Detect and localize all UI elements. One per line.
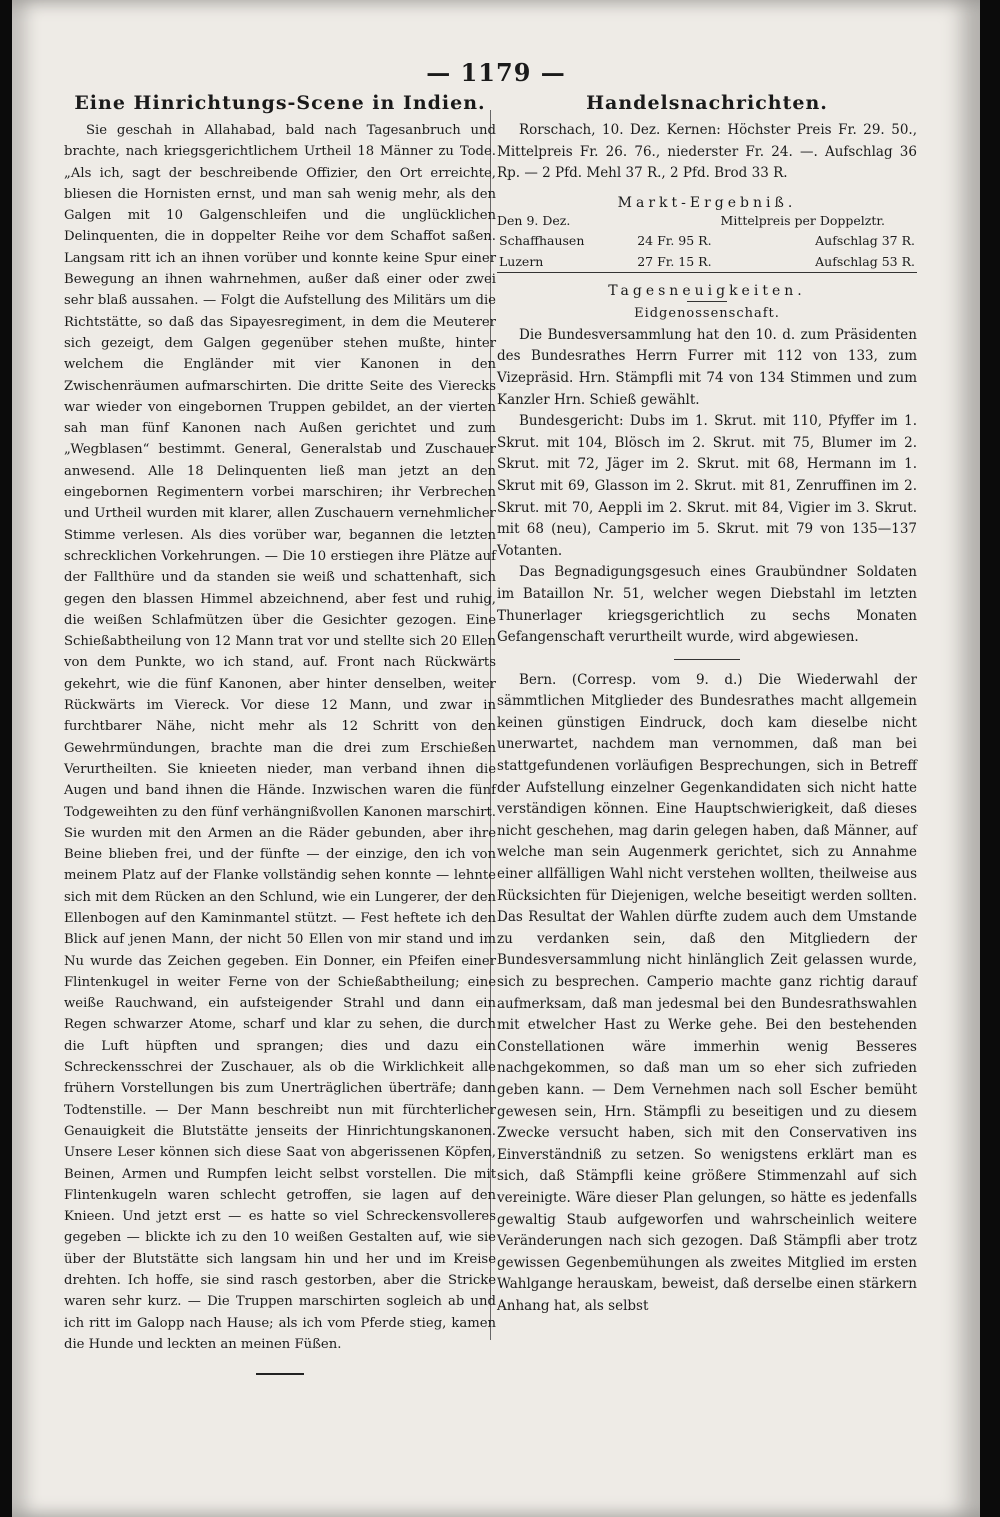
federal-paragraph: Die Bundesversammlung hat den 10. d. zum Präsidenten des Bundesrathes Herrn Furrer mit 112 von 133, zum Vizepräsid. Hrn. Stämpfli mit 74 von 134 Stimmen und zum Kanzler Hrn. Schieß gewählt. [497, 326, 917, 408]
article-body-execution: Sie geschah in Allahabad, bald nach Tagesanbruch und brachte, nach kriegsgerichtlichem Urtheil 18 Männer zu Tode. „Als ich, sagt der beschreibende Offizier, den Ort erreichte, bliesen die Hornisten ernst, und man sah wenig mehr, als den Galgen mit 10 Galgenschleifen und die unglücklichen Delinquenten, die in doppelter Reihe vor dem Schaffot saßen. Langsam ritt ich an ihnen vorüber und konnte keine Spur einer Bewegung an ihnen wahrnehmen, außer daß einer oder zwei sehr blaß aussahen. — Folgt die Aufstellung des Militärs um die Richtstätte, so daß das Sipayesregiment, in dem die Meuterer sich gezeigt, dem Galgen gegenüber stehen mußte, hinter welchem die Engländer mit vier Kanonen in den Zwischenräumen aufmarschirten. Die dritte Seite des Vierecks war wieder von eingebornen Truppen gebildet, an der vierten sah man fünf Kanonen nach Außen gerichtet und zum „Wegblasen“ bestimmt. General, Generalstab und Zuschauer anwesend. Alle 18 Delinquenten ließ man jetzt an den eingebornen Regimentern vorbei marschiren; ihr Verbrechen und Urtheil wurden mit klarer, allen Zuschauern vernehmlicher Stimme verlesen. Als dies vorüber war, begannen die letzten schrecklichen Vorkehrungen. — Die 10 erstiegen ihre Plätze auf der Fallthüre und da standen sie weiß und schattenhaft, sich gegen den blassen Himmel abzeichnend, aber fest und ruhig, die weißen Schlafmützen über die Gesichter gezogen. Eine Schießabtheilung von 12 Mann trat vor und stellte sich 20 Ellen von dem Punkte, wo ich stand, auf. Front nach Rückwärts gekehrt, wie die fünf Kanonen, aber hinter denselben, weiter Rückwärts im Viereck. Vor diese 12 Mann, und zwar in furchtbarer Nähe, nicht mehr als 12 Schritt von den Gewehrmündungen, brachte man die drei zum Erschießen Verurtheilten. Sie knieeten nieder, man verband ihnen die Augen und band ihnen die Hände. Inzwischen waren die fünf Todgeweihten zu den fünf verhängnißvollen Kanonen marschirt. Sie wurden mit den Armen an die Räder gebunden, aber ihre Beine blieben frei, und der fünfte — der einzige, den ich von meinem Platz auf der Flanke vollständig sehen konnte — lehnte sich mit dem Rücken an den Schlund, wie ein Lungerer, der den Ellenbogen auf den Kaminmantel stützt. — Fest heftete ich den Blick auf jenen Mann, der nicht 50 Ellen von mir stand und im Nu wurde das Zeichen gegeben. Ein Donner, ein Pfeifen einer Flintenkugel in weiter Ferne von der Schießabtheilung; eine weiße Rauchwand, ein aufsteigender Strahl und dann ein Regen schwarzer Atome, scharf und klar zu sehen, die durch die Luft hüpften und sprangen; dies und dazu ein Schreckensschrei der Zuschauer, als ob die Wirklichkeit alle frühern Vorstellungen bis zum Unerträglichen überträfe; dann Todtenstille. — Der Mann beschreibt nun mit fürchterlicher Genauigkeit die Blutstätte jenseits der Hinrichtungskanonen. Unsere Leser können sich diese Saat von abgerissenen Köpfen, Beinen, Armen und Rumpfen leicht selbst vorstellen. Die mit Flintenkugeln waren schlecht getroffen, sie lagen auf den Knieen. Und jetzt erst — es hatte so viel Schreckensvolleres gegeben — blickte ich zu den 10 weißen Gestalten auf, wie sie über der Blutstätte sich langsam hin und her und im Kreise drehten. Ich hoffe, sie sind rasch gestorben, aber die Stricke waren sehr kurz. — Die Truppen marschirten sogleich ab und ich ritt im Galopp nach Hause; als ich vom Pferde stieg, kamen die Hunde und leckten an meinen Füßen. [64, 123, 496, 1352]
market-table-header [497, 213, 917, 228]
federal-heading: Eidgenossenschaft. [634, 305, 780, 321]
market-row [497, 230, 917, 251]
section-rule [687, 301, 727, 302]
federal-paragraph: Das Begnadigungsgesuch eines Graubündner Soldaten im Bataillon Nr. 51, welcher wegen Diebstahl im letzten Thunerlager kriegsgerichtlich zu sechs Monaten Gefangenschaft verurtheilt wurde, wird abgewiesen. [497, 564, 917, 646]
trade-news-text: Rorschach, 10. Dez. Kernen: Höchster Preis Fr. 29. 50., Mittelpreis Fr. 26. 76., niederster Fr. 24. —. Aufschlag 36 Rp. — 2 Pfd. Mehl 37 R., 2 Pfd. Brod 33 R. [497, 122, 917, 182]
federal-paragraph: Bundesgericht: Dubs im 1. Skrut. mit 110, Pfyffer im 1. Skrut. mit 104, Blösch im 2. Skrut. mit 75, Blumer im 2. Skrut. mit 72, Jäger im 2. Skrut. mit 68, Hermann im 1. Skrut mit 69, Glasson im 2. Skrut. mit 81, Zenruffinen im 2. Skrut. mit 70, Aeppli im 2. Skrut. mit 84, Vigier im 3. Skrut. mit 68 (neu), Camperio im 5. Skrut. mit 79 von 135—137 Votanten. [497, 413, 917, 559]
market-table [497, 230, 917, 273]
market-place: Luzern [497, 251, 635, 273]
market-price-header: Mittelpreis per Doppelztr. [720, 212, 885, 228]
market-date: Den 9. Dez. [497, 212, 571, 228]
article-heading-execution: Eine Hinrichtungs-Scene in Indien. [74, 92, 486, 114]
market-place: Schaffhausen [499, 232, 585, 248]
right-column [497, 92, 917, 1318]
page-number: — 1179 — [426, 58, 566, 87]
market-price: 27 Fr. 15 R. [635, 251, 756, 273]
market-price: 24 Fr. 95 R. [637, 232, 712, 248]
article-end-rule [256, 1373, 304, 1375]
left-column [64, 92, 496, 1375]
trade-news-heading: Handelsnachrichten. [586, 92, 828, 114]
market-change: Aufschlag 53 R. [756, 251, 917, 273]
bern-article: Bern. (Corresp. vom 9. d.) Die Wiederwahl der sämmtlichen Mitglieder des Bundesrathes macht allgemein keinen günstigen Eindruck, doch kam dieselbe nicht unerwartet, nachdem man vernommen, daß man bei stattgefundenen vorläufigen Besprechungen, sich in Betreff der Aufstellung einzelner Gegenkandidaten sich nicht hatte verständigen können. Eine Hauptschwierigkeit, daß dieses nicht geschehen, mag darin gelegen haben, daß Männer, auf welche man sein Augenmerk gerichtet, sich zu Annahme einer allfälligen Wahl nicht verstehen wollten, theilweise aus Rücksichten für Diejenigen, welche beseitigt werden sollten. Das Resultat der Wahlen dürfte zudem auch dem Umstande zu verdanken sein, daß den Mitgliedern der Bundesversammlung nicht hinlänglich Zeit gelassen wurde, sich zu besprechen. Camperio machte ganz richtig darauf aufmerksam, daß man jedesmal bei den Bundesrathswahlen mit etwelcher Hast zu Werke gehe. Bei den bestehenden Constellationen wäre immerhin wenig Besseres nachgekommen, so daß man um so eher sich zufrieden geben kann. — Dem Vernehmen nach soll Escher bemüht gewesen sein, Hrn. Stämpfli zu beseitigen und zu diesem Zwecke versucht haben, sich mit den Conservativen ins Einverständniß zu setzen. So wenigstens erklärt man es sich, daß Stämpfli keine größere Stimmenzahl auf sich vereinigte. Wäre dieser Plan gelungen, so hätte es jedenfalls gewaltig Staub aufgeworfen und wahrscheinlich weitere Veränderungen nach sich gezogen. Daß Stämpfli aber trotz gewissen Gegenbemühungen als zweites Mitglied im ersten Wahlgange herauskam, beweist, daß derselbe einen stärkern Anhang hat, als selbst [497, 671, 917, 1314]
market-change: Aufschlag 37 R. [815, 232, 915, 248]
daily-news-heading: Tagesneuigkeiten. [608, 282, 806, 299]
article-separator [674, 659, 740, 660]
newspaper-page [12, 0, 980, 1517]
market-row [497, 251, 917, 273]
market-result-title: Markt-Ergebniß. [617, 194, 797, 211]
